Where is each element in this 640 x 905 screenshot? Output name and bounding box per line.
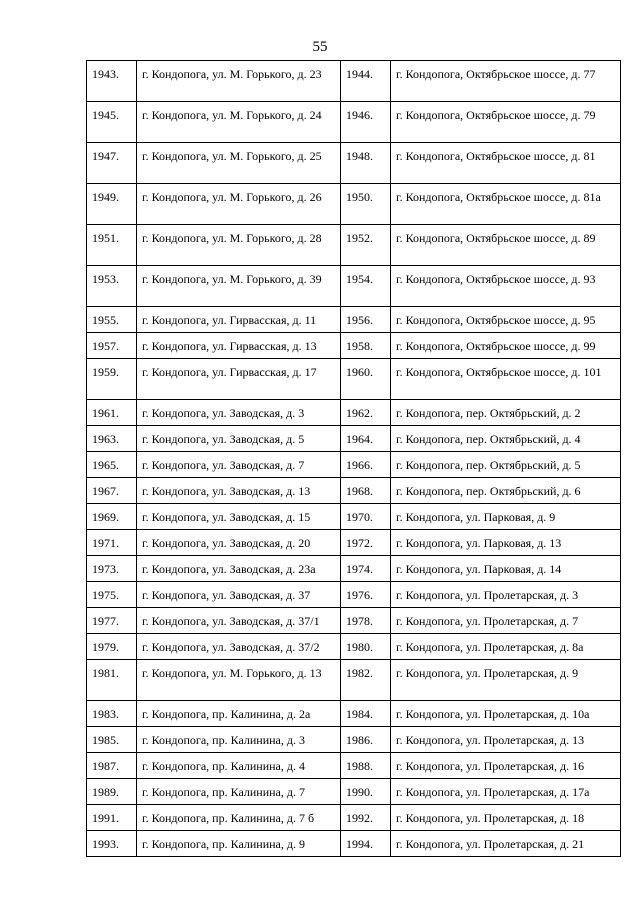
address-cell: г. Кондопога, ул. Пролетарская, д. 13 <box>391 727 621 753</box>
address-cell: г. Кондопога, Октябрьское шоссе, д. 99 <box>391 333 621 359</box>
table-row <box>87 333 621 359</box>
table-row <box>87 753 621 779</box>
address-cell: г. Кондопога, пр. Калинина, д. 7 <box>137 779 341 805</box>
table-row <box>87 582 621 608</box>
address-cell: г. Кондопога, ул. Гирвасская, д. 11 <box>137 307 341 333</box>
entry-number: 1986. <box>341 727 391 753</box>
address-table-body <box>87 61 621 857</box>
table-row <box>87 556 621 582</box>
entry-number: 1985. <box>87 727 137 753</box>
entry-number: 1959. <box>87 359 137 400</box>
address-cell: г. Кондопога, ул. Пролетарская, д. 9 <box>391 660 621 701</box>
entry-number: 1973. <box>87 556 137 582</box>
entry-number: 1978. <box>341 608 391 634</box>
entry-number: 1980. <box>341 634 391 660</box>
entry-number: 1966. <box>341 452 391 478</box>
entry-number: 1963. <box>87 426 137 452</box>
address-cell: г. Кондопога, ул. Заводская, д. 20 <box>137 530 341 556</box>
entry-number: 1953. <box>87 266 137 307</box>
entry-number: 1969. <box>87 504 137 530</box>
address-cell: г. Кондопога, ул. М. Горького, д. 26 <box>137 184 341 225</box>
address-cell: г. Кондопога, ул. Пролетарская, д. 18 <box>391 805 621 831</box>
table-row <box>87 102 621 143</box>
address-cell: г. Кондопога, ул. Пролетарская, д. 21 <box>391 831 621 857</box>
address-cell: г. Кондопога, ул. Заводская, д. 13 <box>137 478 341 504</box>
address-cell: г. Кондопога, Октябрьское шоссе, д. 79 <box>391 102 621 143</box>
address-cell: г. Кондопога, пер. Октябрьский, д. 4 <box>391 426 621 452</box>
table-row <box>87 701 621 727</box>
entry-number: 1977. <box>87 608 137 634</box>
entry-number: 1946. <box>341 102 391 143</box>
table-row <box>87 530 621 556</box>
entry-number: 1990. <box>341 779 391 805</box>
table-row <box>87 504 621 530</box>
entry-number: 1947. <box>87 143 137 184</box>
entry-number: 1976. <box>341 582 391 608</box>
table-row <box>87 805 621 831</box>
address-table <box>86 60 621 857</box>
table-row <box>87 359 621 400</box>
table-row <box>87 831 621 857</box>
entry-number: 1950. <box>341 184 391 225</box>
address-cell: г. Кондопога, ул. Парковая, д. 9 <box>391 504 621 530</box>
table-row <box>87 225 621 266</box>
address-cell: г. Кондопога, ул. Пролетарская, д. 17а <box>391 779 621 805</box>
address-cell: г. Кондопога, ул. М. Горького, д. 23 <box>137 61 341 102</box>
address-cell: г. Кондопога, ул. М. Горького, д. 28 <box>137 225 341 266</box>
table-row <box>87 634 621 660</box>
table-row <box>87 452 621 478</box>
address-cell: г. Кондопога, ул. Парковая, д. 13 <box>391 530 621 556</box>
table-row <box>87 660 621 701</box>
address-cell: г. Кондопога, Октябрьское шоссе, д. 101 <box>391 359 621 400</box>
entry-number: 1975. <box>87 582 137 608</box>
table-row <box>87 779 621 805</box>
entry-number: 1983. <box>87 701 137 727</box>
entry-number: 1982. <box>341 660 391 701</box>
table-row <box>87 426 621 452</box>
entry-number: 1949. <box>87 184 137 225</box>
address-cell: г. Кондопога, ул. М. Горького, д. 25 <box>137 143 341 184</box>
address-cell: г. Кондопога, ул. М. Горького, д. 13 <box>137 660 341 701</box>
entry-number: 1972. <box>341 530 391 556</box>
entry-number: 1971. <box>87 530 137 556</box>
address-cell: г. Кондопога, Октябрьское шоссе, д. 81 <box>391 143 621 184</box>
address-cell: г. Кондопога, ул. Заводская, д. 5 <box>137 426 341 452</box>
entry-number: 1979. <box>87 634 137 660</box>
entry-number: 1984. <box>341 701 391 727</box>
page-number: 55 <box>312 39 328 55</box>
table-row <box>87 184 621 225</box>
address-cell: г. Кондопога, ул. М. Горького, д. 24 <box>137 102 341 143</box>
address-cell: г. Кондопога, пр. Калинина, д. 3 <box>137 727 341 753</box>
entry-number: 1964. <box>341 426 391 452</box>
address-cell: г. Кондопога, пер. Октябрьский, д. 2 <box>391 400 621 426</box>
address-cell: г. Кондопога, пер. Октябрьский, д. 5 <box>391 452 621 478</box>
entry-number: 1989. <box>87 779 137 805</box>
entry-number: 1962. <box>341 400 391 426</box>
entry-number: 1960. <box>341 359 391 400</box>
address-cell: г. Кондопога, пр. Калинина, д. 7 б <box>137 805 341 831</box>
entry-number: 1967. <box>87 478 137 504</box>
address-cell: г. Кондопога, ул. Пролетарская, д. 10а <box>391 701 621 727</box>
entry-number: 1948. <box>341 143 391 184</box>
address-cell: г. Кондопога, пр. Калинина, д. 9 <box>137 831 341 857</box>
address-cell: г. Кондопога, ул. Заводская, д. 37/1 <box>137 608 341 634</box>
entry-number: 1954. <box>341 266 391 307</box>
entry-number: 1951. <box>87 225 137 266</box>
address-cell: г. Кондопога, ул. Заводская, д. 37/2 <box>137 634 341 660</box>
entry-number: 1981. <box>87 660 137 701</box>
entry-number: 1956. <box>341 307 391 333</box>
entry-number: 1988. <box>341 753 391 779</box>
address-cell: г. Кондопога, ул. Гирвасская, д. 17 <box>137 359 341 400</box>
address-cell: г. Кондопога, пр. Калинина, д. 2а <box>137 701 341 727</box>
table-row <box>87 61 621 102</box>
address-cell: г. Кондопога, Октябрьское шоссе, д. 89 <box>391 225 621 266</box>
entry-number: 1961. <box>87 400 137 426</box>
entry-number: 1974. <box>341 556 391 582</box>
address-cell: г. Кондопога, ул. Парковая, д. 14 <box>391 556 621 582</box>
entry-number: 1987. <box>87 753 137 779</box>
table-row <box>87 478 621 504</box>
entry-number: 1993. <box>87 831 137 857</box>
address-cell: г. Кондопога, Октябрьское шоссе, д. 95 <box>391 307 621 333</box>
address-cell: г. Кондопога, пер. Октябрьский, д. 6 <box>391 478 621 504</box>
address-cell: г. Кондопога, ул. Пролетарская, д. 7 <box>391 608 621 634</box>
address-cell: г. Кондопога, Октябрьское шоссе, д. 77 <box>391 61 621 102</box>
entry-number: 1991. <box>87 805 137 831</box>
entry-number: 1955. <box>87 307 137 333</box>
entry-number: 1957. <box>87 333 137 359</box>
entry-number: 1970. <box>341 504 391 530</box>
entry-number: 1945. <box>87 102 137 143</box>
table-row <box>87 266 621 307</box>
address-cell: г. Кондопога, ул. Заводская, д. 15 <box>137 504 341 530</box>
address-cell: г. Кондопога, ул. Пролетарская, д. 16 <box>391 753 621 779</box>
entry-number: 1958. <box>341 333 391 359</box>
entry-number: 1952. <box>341 225 391 266</box>
table-row <box>87 307 621 333</box>
entry-number: 1943. <box>87 61 137 102</box>
entry-number: 1944. <box>341 61 391 102</box>
address-cell: г. Кондопога, ул. Заводская, д. 23а <box>137 556 341 582</box>
address-cell: г. Кондопога, ул. Заводская, д. 3 <box>137 400 341 426</box>
address-cell: г. Кондопога, ул. Пролетарская, д. 8а <box>391 634 621 660</box>
address-cell: г. Кондопога, Октябрьское шоссе, д. 81а <box>391 184 621 225</box>
table-row <box>87 400 621 426</box>
address-cell: г. Кондопога, пр. Калинина, д. 4 <box>137 753 341 779</box>
entry-number: 1992. <box>341 805 391 831</box>
address-cell: г. Кондопога, ул. Заводская, д. 7 <box>137 452 341 478</box>
address-cell: г. Кондопога, ул. Гирвасская, д. 13 <box>137 333 341 359</box>
entry-number: 1965. <box>87 452 137 478</box>
address-cell: г. Кондопога, ул. Пролетарская, д. 3 <box>391 582 621 608</box>
address-cell: г. Кондопога, Октябрьское шоссе, д. 93 <box>391 266 621 307</box>
table-row <box>87 608 621 634</box>
address-cell: г. Кондопога, ул. М. Горького, д. 39 <box>137 266 341 307</box>
table-row <box>87 143 621 184</box>
table-row <box>87 727 621 753</box>
address-cell: г. Кондопога, ул. Заводская, д. 37 <box>137 582 341 608</box>
entry-number: 1968. <box>341 478 391 504</box>
entry-number: 1994. <box>341 831 391 857</box>
